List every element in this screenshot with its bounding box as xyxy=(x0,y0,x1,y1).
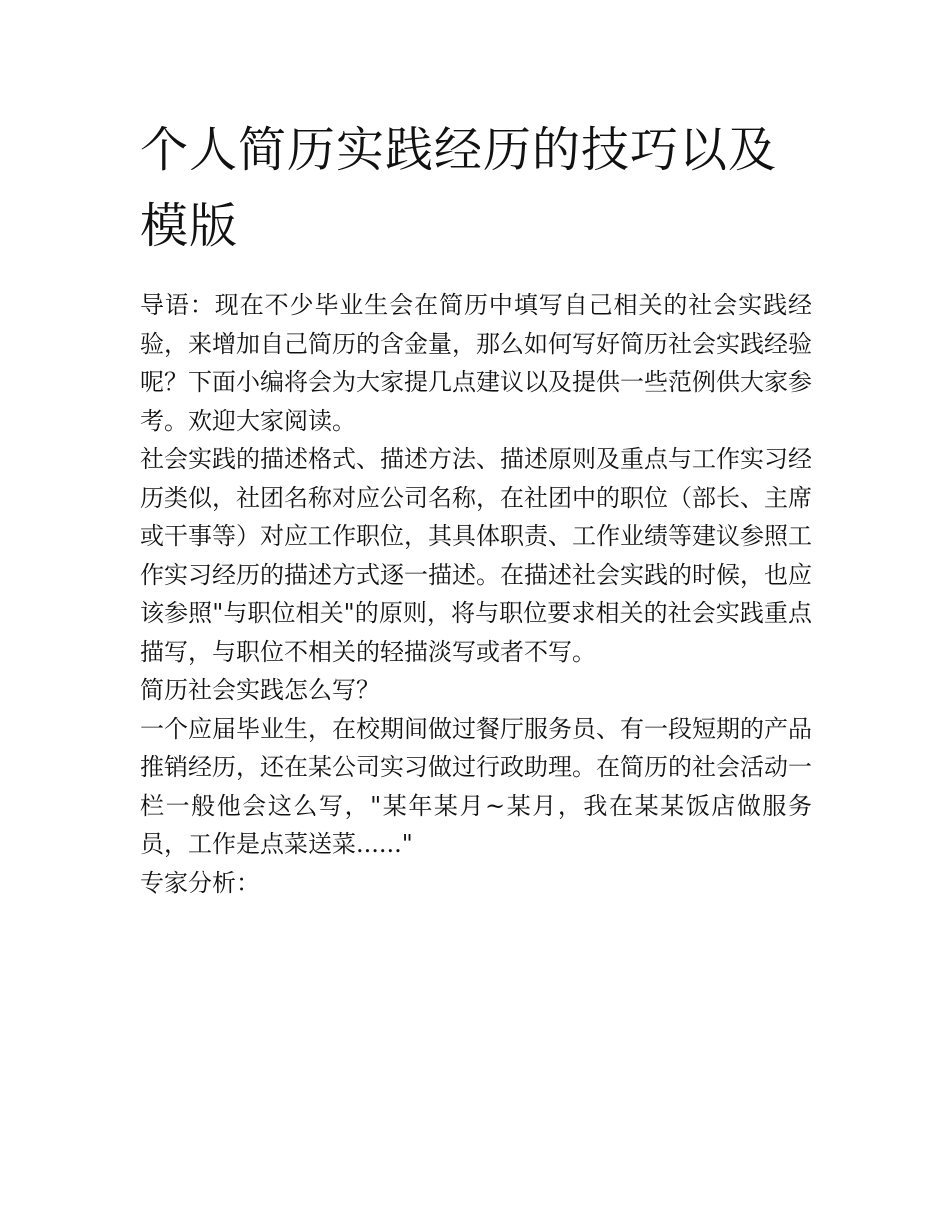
section-heading: 简历社会实践怎么写？ xyxy=(140,676,380,704)
intro-paragraph: 导语：现在不少毕业生会在简历中填写自己相关的社会实践经验，来增加自己简历的含金量，那么如何写好简历社会实践经验呢？下面小编将会为大家提几点建议以及提供一些范例供大家参考。欢迎大家阅读。 xyxy=(140,291,812,435)
example-paragraph: 一个应届毕业生，在校期间做过餐厅服务员、有一段短期的产品推销经历，还在某公司实习做过行政助理。在简历的社会活动一栏一般他会这么写，"某年某月~某月，我在某某饭店做服务员，工作是点菜送菜......" xyxy=(140,714,812,858)
document-page xyxy=(140,112,812,902)
document-title: 个人简历实践经历的技巧以及模版 xyxy=(140,122,778,254)
description-paragraph: 社会实践的描述格式、描述方法、描述原则及重点与工作实习经历类似，社团名称对应公司名称，在社团中的职位（部长、主席或干事等）对应工作职位，其具体职责、工作业绩等建议参照工作实习经历的描述方式逐一描述。在描述社会实践的时候，也应该参照"与职位相关"的原则，将与职位要求相关的社会实践重点描写，与职位不相关的轻描淡写或者不写。 xyxy=(140,445,812,666)
expert-analysis-label: 专家分析： xyxy=(140,868,260,897)
